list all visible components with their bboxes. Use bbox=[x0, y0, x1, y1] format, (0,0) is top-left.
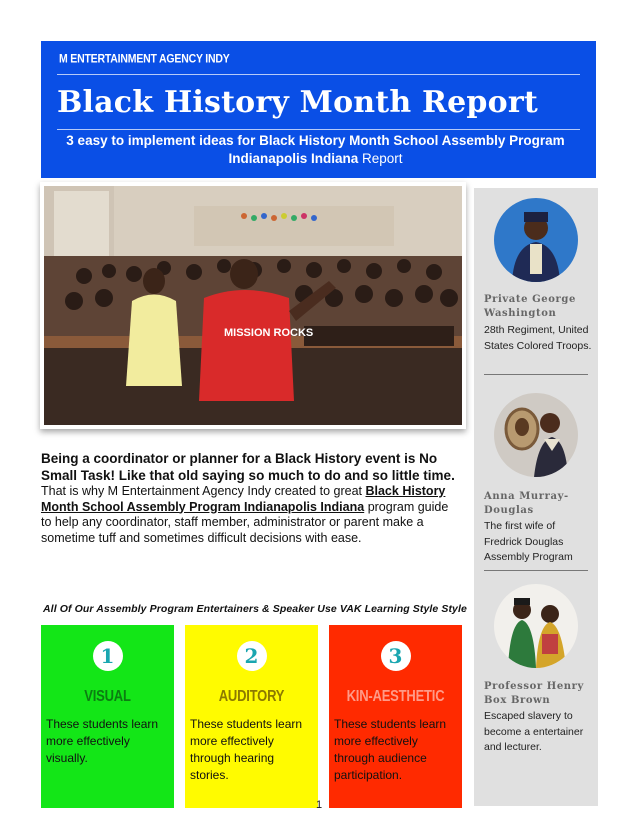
assembly-photo-image bbox=[44, 186, 462, 425]
intro-body-end: program guide to help any coordinator, staff member, administrator or parent make a sometime tuff and sometimes difficult decisions with ease. bbox=[41, 499, 449, 545]
intro-body bbox=[41, 484, 461, 546]
person-name: Professor Henry Box Brown bbox=[484, 681, 584, 706]
card-title: KIN-AESTHETIC bbox=[346, 686, 445, 705]
card-number: 3 bbox=[381, 641, 411, 671]
intro-lead: Being a coordinator or planner for a Black History event is No Small Task! Like that old saying so much to do and so little time. bbox=[41, 451, 455, 483]
subtitle-plain-text: Report bbox=[362, 151, 403, 166]
card-title: VISUAL bbox=[84, 686, 131, 705]
header-top-rule bbox=[57, 74, 580, 75]
intro-section bbox=[41, 450, 461, 546]
card-number: 1 bbox=[93, 641, 123, 671]
sidebar-divider bbox=[484, 374, 588, 375]
page-subtitle bbox=[55, 132, 576, 168]
card-title: AUDITORY bbox=[218, 686, 285, 705]
assembly-photo bbox=[40, 182, 466, 429]
card-number: 2 bbox=[237, 641, 267, 671]
card-kinaesthetic bbox=[329, 625, 462, 808]
shirt-text: MISSION ROCKS bbox=[224, 327, 314, 339]
program-link[interactable]: Black History Month School Assembly Program Indianapolis Indiana bbox=[41, 484, 446, 514]
card-description: These students learn more effectively visually. bbox=[46, 717, 159, 765]
intro-body-start: That is why M Entertainment Agency Indy created to great bbox=[41, 484, 362, 498]
portrait-george-washington-image bbox=[494, 198, 578, 282]
page-title: Black History Month Report bbox=[57, 85, 538, 120]
vak-heading: All Of Our Assembly Program Entertainers & Speaker Use VAK Learning Style Style bbox=[43, 603, 467, 615]
portrait-george-washington bbox=[494, 198, 578, 282]
card-description: These students learn more effectively through hearing stories. bbox=[190, 717, 303, 782]
header-bottom-rule bbox=[57, 129, 580, 130]
person-name: Private George Washington bbox=[484, 294, 576, 319]
sidebar-divider bbox=[484, 570, 588, 571]
portrait-anna-murray-douglas-image bbox=[494, 393, 578, 477]
card-visual bbox=[41, 625, 174, 808]
subtitle-bold-text: 3 easy to implement ideas for Black History Month School Assembly Program Indianapolis Indiana bbox=[66, 133, 565, 166]
report-header bbox=[41, 41, 596, 178]
sidebar-panel bbox=[474, 188, 598, 806]
portrait-henry-box-brown-image bbox=[494, 584, 578, 668]
portrait-anna-murray-douglas bbox=[494, 393, 578, 477]
agency-name: M ENTERTAINMENT AGENCY INDY bbox=[59, 52, 230, 66]
person-description: The first wife of Fredrick Douglas Assembly Program bbox=[484, 520, 573, 563]
card-auditory bbox=[185, 625, 318, 808]
card-description: These students learn more effectively through audience participation. bbox=[334, 717, 447, 782]
person-description: 28th Regiment, United States Colored Troops. bbox=[484, 324, 592, 352]
page-number: 1 bbox=[315, 799, 323, 811]
person-description: Escaped slavery to become a entertainer and lecturer. bbox=[484, 710, 584, 753]
portrait-henry-box-brown bbox=[494, 584, 578, 668]
person-name: Anna Murray-Douglas bbox=[484, 491, 569, 516]
